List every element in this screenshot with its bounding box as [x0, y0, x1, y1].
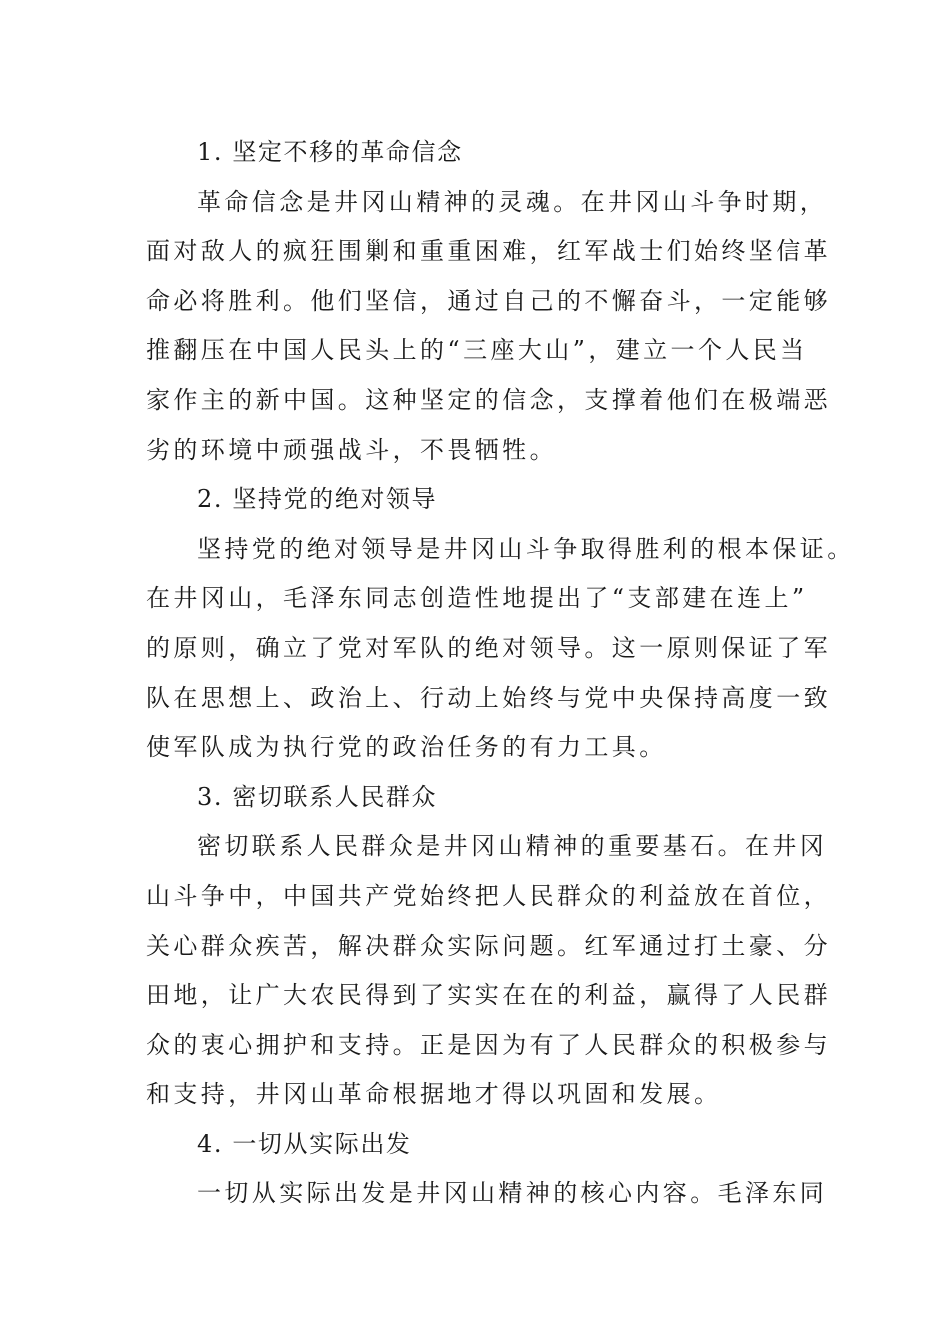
paragraph-line: 和支持，井冈山革命根据地才得以巩固和发展。 [146, 1080, 722, 1109]
paragraph-line: 在井冈山，毛泽东同志创造性地提出了“支部建在连上” [146, 584, 808, 613]
paragraph-line: 革命信念是井冈山精神的灵魂。在井冈山斗争时期， [197, 187, 828, 216]
paragraph-line: 使军队成为执行党的政治任务的有力工具。 [146, 733, 667, 762]
section-heading: 1. 坚定不移的革命信念 [197, 138, 463, 166]
section-heading: 4. 一切从实际出发 [197, 1129, 412, 1158]
document-page [146, 128, 855, 1219]
paragraph-line: 家作主的新中国。这种坚定的信念，支撑着他们在极端恶 [146, 385, 831, 414]
paragraph-line: 的原则，确立了党对军队的绝对领导。这一原则保证了军 [146, 633, 831, 662]
paragraph-line: 劣的环境中顽强战斗，不畏牺牲。 [146, 435, 557, 464]
section-heading: 2. 坚持党的绝对领导 [197, 485, 438, 514]
paragraph-line: 一切从实际出发是井冈山精神的核心内容。毛泽东同 [197, 1179, 828, 1208]
section-heading: 3. 密切联系人民群众 [197, 782, 438, 811]
paragraph-line: 坚持党的绝对领导是井冈山斗争取得胜利的根本保证。 [197, 534, 855, 563]
paragraph-line: 山斗争中，中国共产党始终把人民群众的利益放在首位， [146, 881, 831, 910]
paragraph-line: 田地，让广大农民得到了实实在在的利益，赢得了人民群 [146, 981, 831, 1010]
paragraph-line: 众的衷心拥护和支持。正是因为有了人民群众的积极参与 [146, 1030, 831, 1059]
paragraph-line: 命必将胜利。他们坚信，通过自己的不懈奋斗，一定能够 [146, 286, 831, 315]
paragraph-line: 队在思想上、政治上、行动上始终与党中央保持高度一致 [146, 683, 831, 712]
paragraph-line: 密切联系人民群众是井冈山精神的重要基石。在井冈 [197, 832, 828, 861]
paragraph-line: 面对敌人的疯狂围剿和重重困难，红军战士们始终坚信革 [146, 237, 831, 266]
paragraph-line: 关心群众疾苦，解决群众实际问题。红军通过打土豪、分 [146, 931, 831, 960]
paragraph-line: 推翻压在中国人民头上的“三座大山”，建立一个人民当 [146, 336, 808, 365]
